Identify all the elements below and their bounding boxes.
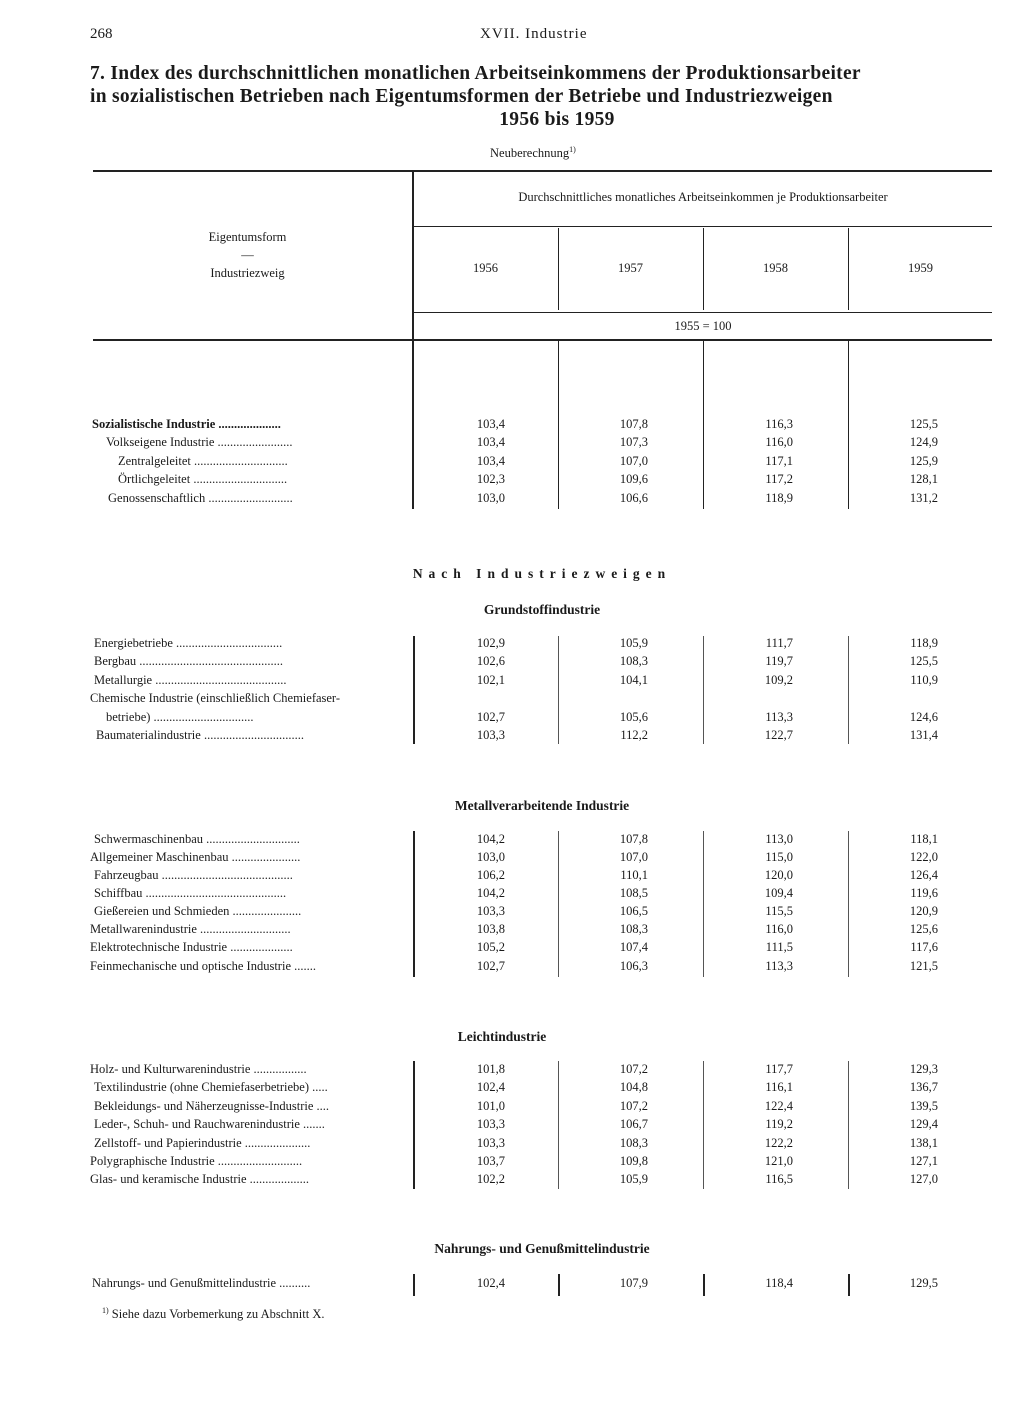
value-1957: 108,3 (619, 922, 648, 936)
section-heading-nahrung: Nahrungs- und Genußmittelindustrie (434, 1241, 650, 1256)
value-1956: 102,7 (476, 710, 505, 724)
value-1957: 110,1 (620, 868, 648, 882)
value-1956: 102,4 (476, 1080, 505, 1094)
row-label: Bekleidungs- und Näherzeugnisse-Industrie .... (94, 1099, 330, 1113)
title-line-3: 1956 bis 1959 (499, 109, 615, 130)
value-1958: 118,4 (765, 1276, 793, 1290)
row-label: Holz- und Kulturwarenindustrie ................. (90, 1062, 307, 1076)
value-1957: 105,6 (619, 710, 648, 724)
value-1957: 106,6 (619, 491, 648, 505)
value-1958: 113,3 (765, 959, 793, 973)
value-1958: 120,0 (764, 868, 793, 882)
value-1958: 111,7 (765, 636, 793, 650)
value-1959: 131,4 (909, 728, 938, 742)
value-1958: 109,4 (764, 886, 793, 900)
table-row (90, 959, 994, 978)
value-1958: 113,0 (765, 832, 793, 846)
value-1958: 116,5 (765, 1172, 793, 1186)
value-1957: 107,0 (619, 850, 648, 864)
value-1956: 104,2 (476, 886, 505, 900)
table-row (90, 1136, 994, 1155)
value-1956: 103,4 (476, 435, 505, 449)
stub-heading-line-3: Industriezweig (210, 266, 285, 280)
value-1959: 121,5 (909, 959, 938, 973)
year-1958-heading: 1958 (763, 261, 788, 275)
table-row (90, 1172, 994, 1191)
value-1956: 101,0 (476, 1099, 505, 1113)
table-row (90, 1154, 994, 1173)
row-label: Schwermaschinenbau .............................. (94, 832, 300, 846)
table-row (90, 940, 994, 959)
row-label: Bergbau .............................................. (94, 654, 283, 668)
value-1956: 102,9 (476, 636, 505, 650)
year-1957-heading: 1957 (618, 261, 643, 275)
row-label: Metallurgie .......................................... (94, 673, 287, 687)
row-label: Örtlichgeleitet .............................. (118, 472, 288, 486)
table-row (90, 904, 994, 923)
stub-heading-line-1: Eigentumsform (208, 230, 287, 244)
table-row (90, 728, 994, 747)
value-1956: 103,3 (476, 904, 505, 918)
value-1958: 111,5 (765, 940, 793, 954)
value-1956: 102,7 (476, 959, 505, 973)
row-label: Sozialistische Industrie .................... (92, 417, 281, 431)
value-1956: 103,3 (476, 1117, 505, 1131)
row-label: Fahrzeugbau .......................................... (94, 868, 293, 882)
value-1959: 139,5 (909, 1099, 938, 1113)
header-base-rule (413, 312, 992, 313)
section-heading-grundstoff: Grundstoffindustrie (483, 602, 601, 617)
row-label: Polygraphische Industrie ........................... (90, 1154, 303, 1168)
value-1958: 122,2 (764, 1136, 793, 1150)
value-1959: 119,6 (910, 886, 938, 900)
year-1959-heading: 1959 (908, 261, 933, 275)
value-1956: 103,0 (476, 491, 505, 505)
table-row (90, 417, 994, 436)
value-1959: 117,6 (910, 940, 938, 954)
value-1957: 107,8 (619, 832, 648, 846)
value-1956: 103,3 (476, 1136, 505, 1150)
value-1956: 102,1 (476, 673, 505, 687)
value-1959: 120,9 (909, 904, 938, 918)
table-row (90, 673, 994, 692)
value-1958: 115,5 (765, 904, 793, 918)
value-1957: 106,7 (619, 1117, 648, 1131)
table-row (90, 832, 994, 851)
value-1959: 110,9 (910, 673, 938, 687)
subtitle (490, 145, 576, 161)
value-1956: 104,2 (476, 832, 505, 846)
value-1957: 109,6 (619, 472, 648, 486)
value-1959: 131,2 (909, 491, 938, 505)
value-1958: 118,9 (765, 491, 793, 505)
row-label: Genossenschaftlich ........................... (108, 491, 293, 505)
row-label: Gießereien und Schmieden ...................... (94, 904, 302, 918)
table-row (90, 654, 994, 673)
value-1959: 125,5 (909, 654, 938, 668)
row-label: Leder-, Schuh- und Rauchwarenindustrie ....... (94, 1117, 325, 1131)
page-number: 268 (90, 26, 113, 42)
value-1959: 124,6 (909, 710, 938, 724)
row-label: Glas- und keramische Industrie ................... (90, 1172, 310, 1186)
footnote-mark: 1) (102, 1306, 109, 1315)
section-heading-metall: Metallverarbeitende Industrie (454, 798, 630, 813)
row-label: Zentralgeleitet .............................. (118, 454, 288, 468)
value-1959: 126,4 (909, 868, 938, 882)
value-1958: 122,7 (764, 728, 793, 742)
value-1957: 108,3 (619, 654, 648, 668)
value-1956: 106,2 (476, 868, 505, 882)
row-label: Zellstoff- und Papierindustrie ..................... (94, 1136, 311, 1150)
value-1959: 127,1 (909, 1154, 938, 1168)
section-heading-leicht: Leichtindustrie (457, 1029, 547, 1044)
title-line-1: 7. Index des durchschnittlichen monatlichen Arbeitseinkommens der Produktionsarbeiter (90, 63, 861, 84)
footnote-text: Siehe dazu Vorbemerkung zu Abschnitt X. (111, 1307, 325, 1322)
base-year-heading: 1955 = 100 (674, 319, 732, 333)
value-1958: 117,1 (765, 454, 793, 468)
value-1958: 116,3 (765, 417, 793, 431)
value-1959: 128,1 (909, 472, 938, 486)
row-label: Metallwarenindustrie ............................. (90, 922, 291, 936)
value-1958: 113,3 (765, 710, 793, 724)
table-row (90, 636, 994, 655)
table-row (90, 435, 994, 454)
value-1957: 107,0 (619, 454, 648, 468)
subtitle-text: Neuberechnung (490, 146, 570, 161)
table-row (90, 886, 994, 905)
table-row (90, 691, 994, 710)
value-1956: 103,4 (476, 454, 505, 468)
header-group-rule (413, 226, 992, 227)
value-1957: 108,3 (619, 1136, 648, 1150)
row-label: Schiffbau ............................................. (94, 886, 287, 900)
value-1958: 116,1 (765, 1080, 793, 1094)
value-1956: 103,0 (476, 850, 505, 864)
table-row (90, 454, 994, 473)
value-1957: 104,8 (619, 1080, 648, 1094)
value-1958: 121,0 (764, 1154, 793, 1168)
row-label: Volkseigene Industrie ........................ (106, 435, 293, 449)
row-label: Feinmechanische und optische Industrie ....... (90, 959, 316, 973)
value-1959: 124,9 (909, 435, 938, 449)
table-title (90, 62, 994, 131)
value-1959: 136,7 (909, 1080, 938, 1094)
table-row (90, 1062, 994, 1081)
value-1956: 103,8 (476, 922, 505, 936)
value-1956: 101,8 (476, 1062, 505, 1076)
value-1956: 102,3 (476, 472, 505, 486)
value-1957: 107,8 (619, 417, 648, 431)
row-label: Energiebetriebe .................................. (94, 636, 283, 650)
value-1958: 117,7 (765, 1062, 793, 1076)
table-row (90, 850, 994, 869)
value-1959: 118,9 (910, 636, 938, 650)
value-1957: 105,9 (619, 636, 648, 650)
value-1957: 107,2 (619, 1062, 648, 1076)
value-1956: 105,2 (476, 940, 505, 954)
value-1959: 118,1 (910, 832, 938, 846)
column-group-heading: Durchschnittliches monatliches Arbeitseinkommen je Produktionsarbeiter (518, 190, 888, 204)
title-line-2: in sozialistischen Betrieben nach Eigentumsformen der Betriebe und Industriezweigen (90, 86, 833, 107)
value-1957: 107,2 (619, 1099, 648, 1113)
row-label: Allgemeiner Maschinenbau ...................... (90, 850, 301, 864)
year-1956-heading: 1956 (473, 261, 498, 275)
row-label: Elektrotechnische Industrie .................... (90, 940, 293, 954)
value-1959: 125,5 (909, 417, 938, 431)
footnote (102, 1306, 325, 1322)
value-1958: 109,2 (764, 673, 793, 687)
value-1959: 122,0 (909, 850, 938, 864)
value-1959: 138,1 (909, 1136, 938, 1150)
table-row (90, 868, 994, 887)
row-label: betriebe) ................................ (106, 710, 254, 724)
value-1959: 129,3 (909, 1062, 938, 1076)
value-1956: 102,2 (476, 1172, 505, 1186)
value-1959: 125,9 (909, 454, 938, 468)
stub-heading (150, 228, 345, 282)
value-1958: 116,0 (765, 435, 793, 449)
value-1958: 115,0 (765, 850, 793, 864)
value-1956: 103,4 (476, 417, 505, 431)
value-1957: 106,5 (619, 904, 648, 918)
value-1957: 107,9 (619, 1276, 648, 1290)
section-heading-industries: Nach Industriezweigen (412, 566, 672, 581)
value-1958: 119,7 (765, 654, 793, 668)
value-1956: 102,4 (476, 1276, 505, 1290)
value-1958: 122,4 (764, 1099, 793, 1113)
value-1957: 106,3 (619, 959, 648, 973)
value-1957: 112,2 (620, 728, 648, 742)
running-head: XVII. Industrie (480, 26, 588, 42)
table-row (90, 1276, 994, 1295)
value-1959: 125,6 (909, 922, 938, 936)
value-1958: 116,0 (765, 922, 793, 936)
table-row (90, 472, 994, 491)
row-label: Textilindustrie (ohne Chemiefaserbetriebe) ..... (94, 1080, 328, 1094)
table-row (90, 1080, 994, 1099)
header-top-rule (93, 170, 992, 172)
value-1956: 103,7 (476, 1154, 505, 1168)
table-row (90, 710, 994, 729)
value-1958: 119,2 (765, 1117, 793, 1131)
row-label: Nahrungs- und Genußmittelindustrie .......... (92, 1276, 311, 1290)
table-row (90, 1117, 994, 1136)
value-1957: 108,5 (619, 886, 648, 900)
value-1959: 129,4 (909, 1117, 938, 1131)
value-1957: 104,1 (619, 673, 648, 687)
value-1958: 117,2 (765, 472, 793, 486)
value-1957: 109,8 (619, 1154, 648, 1168)
value-1957: 107,4 (619, 940, 648, 954)
table-row (90, 922, 994, 941)
header-bottom-rule (93, 339, 992, 341)
value-1956: 102,6 (476, 654, 505, 668)
value-1957: 107,3 (619, 435, 648, 449)
subtitle-footnote-mark: 1) (569, 145, 576, 154)
table-row (90, 1099, 994, 1118)
row-label: Baumaterialindustrie ................................ (96, 728, 304, 742)
value-1959: 129,5 (909, 1276, 938, 1290)
value-1956: 103,3 (476, 728, 505, 742)
value-1957: 105,9 (619, 1172, 648, 1186)
row-label: Chemische Industrie (einschließlich Chemiefaser- (90, 691, 341, 705)
value-1959: 127,0 (909, 1172, 938, 1186)
table-row (90, 491, 994, 510)
stub-heading-line-2: — (241, 248, 254, 262)
